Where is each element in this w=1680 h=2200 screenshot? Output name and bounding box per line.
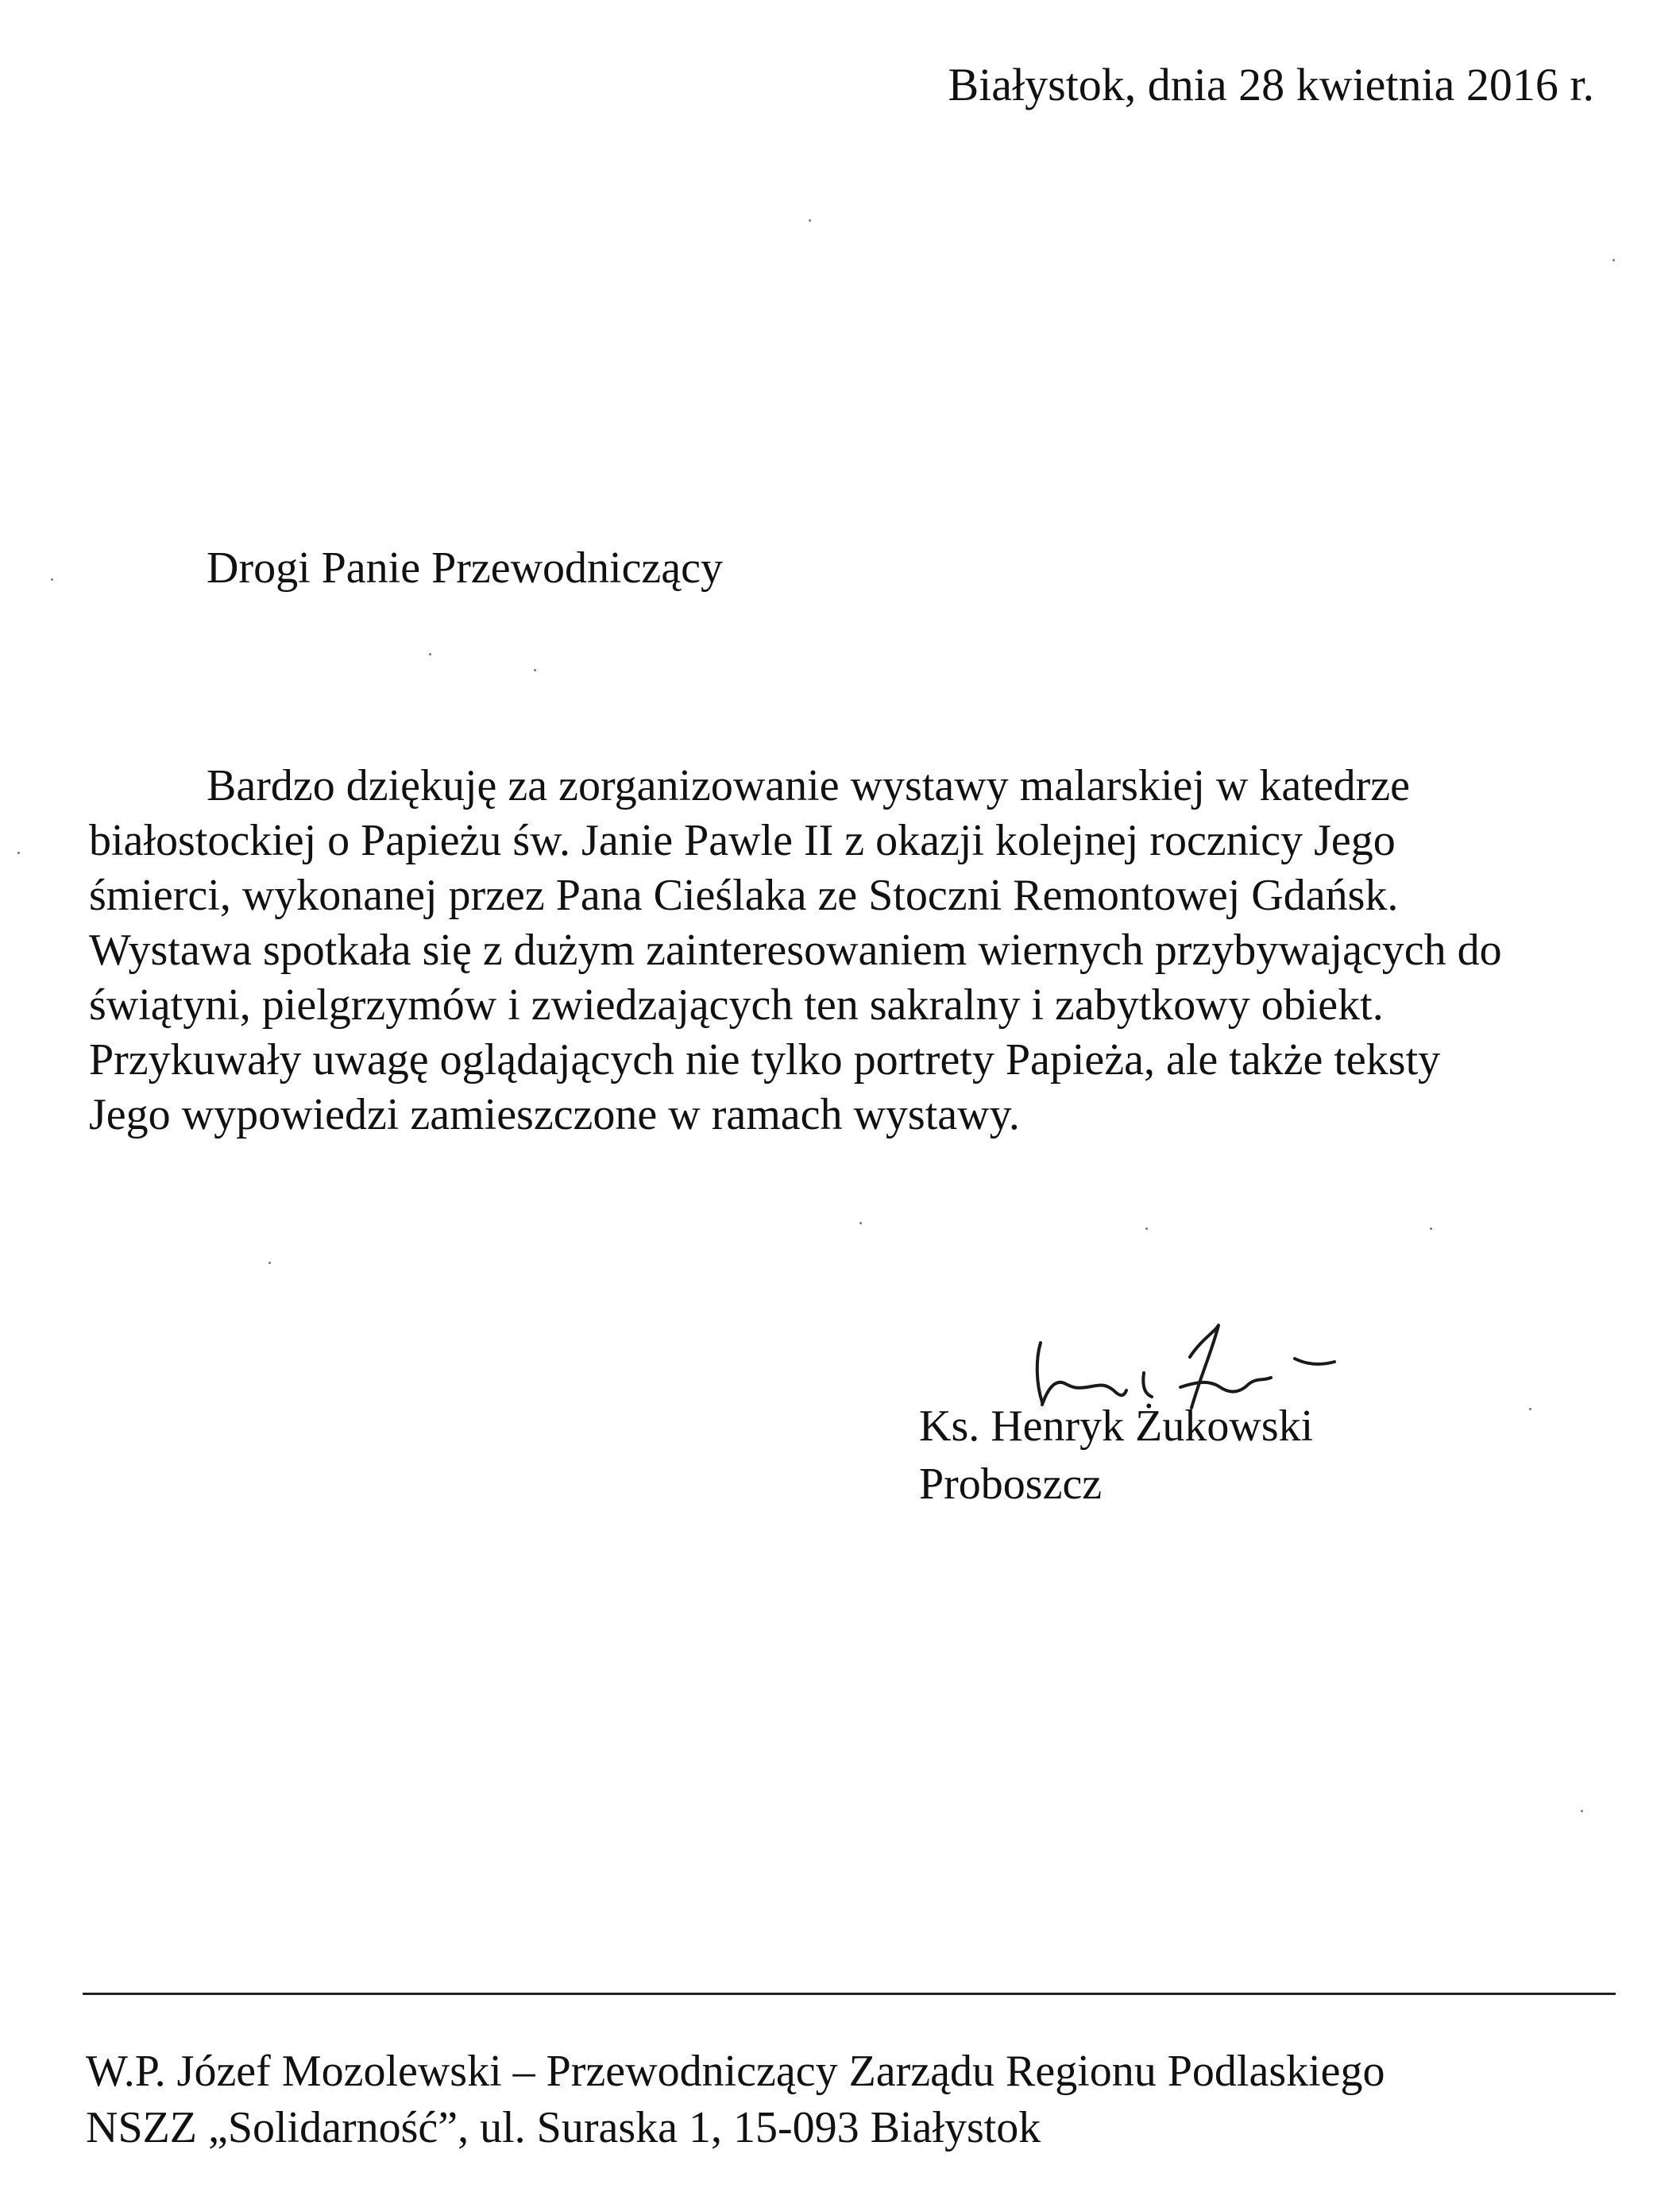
letter-body [89, 759, 1519, 1143]
scan-speck [1145, 1228, 1148, 1230]
place-date: Białystok, dnia 28 kwietnia 2016 r. [948, 59, 1594, 110]
recipient-address [86, 2043, 1385, 2156]
signer-name: Ks. Henryk Żukowski [919, 1402, 1314, 1451]
body-line: śmierci, wykonanej przez Pana Cieślaka ze Stoczni Remontowej Gdańsk. [89, 871, 1399, 920]
scan-speck [1529, 1408, 1531, 1410]
body-line: Jego wypowiedzi zamieszczone w ramach wystawy. [89, 1090, 1020, 1139]
body-line: świątyni, pielgrzymów i zwiedzających ten sakralny i zabytkowy obiekt. [89, 980, 1384, 1030]
scan-speck [1581, 1810, 1583, 1812]
salutation: Drogi Panie Przewodniczący [207, 543, 723, 593]
signer-title: Proboszcz [919, 1460, 1103, 1509]
scan-speck [51, 578, 53, 581]
recipient-line: W.P. Józef Mozolewski – Przewodniczący Zarządu Regionu Podlaskiego [86, 2047, 1385, 2096]
scan-speck [268, 1262, 271, 1264]
body-line: Bardzo dziękuję za zorganizowanie wystawy malarskiej w katedrze [207, 761, 1410, 810]
scan-speck [1430, 1228, 1432, 1230]
scan-speck [429, 653, 431, 655]
scan-speck [1612, 259, 1615, 261]
scan-speck [859, 1222, 862, 1224]
scan-speck [534, 669, 536, 671]
body-line: Wystawa spotkała się z dużym zainteresowaniem wiernych przybywających do [89, 926, 1502, 975]
recipient-line: NSZZ „Solidarność”, ul. Suraska 1, 15-093 Białystok [86, 2103, 1041, 2152]
footer-divider [83, 1993, 1616, 1995]
scan-speck [809, 219, 811, 222]
scan-speck [17, 852, 20, 854]
body-line: białostockiej o Papieżu św. Janie Pawle II z okazji kolejnej rocznicy Jego [89, 816, 1396, 865]
body-line: Przykuwały uwagę oglądających nie tylko portrety Papieża, ale także teksty [89, 1035, 1441, 1085]
